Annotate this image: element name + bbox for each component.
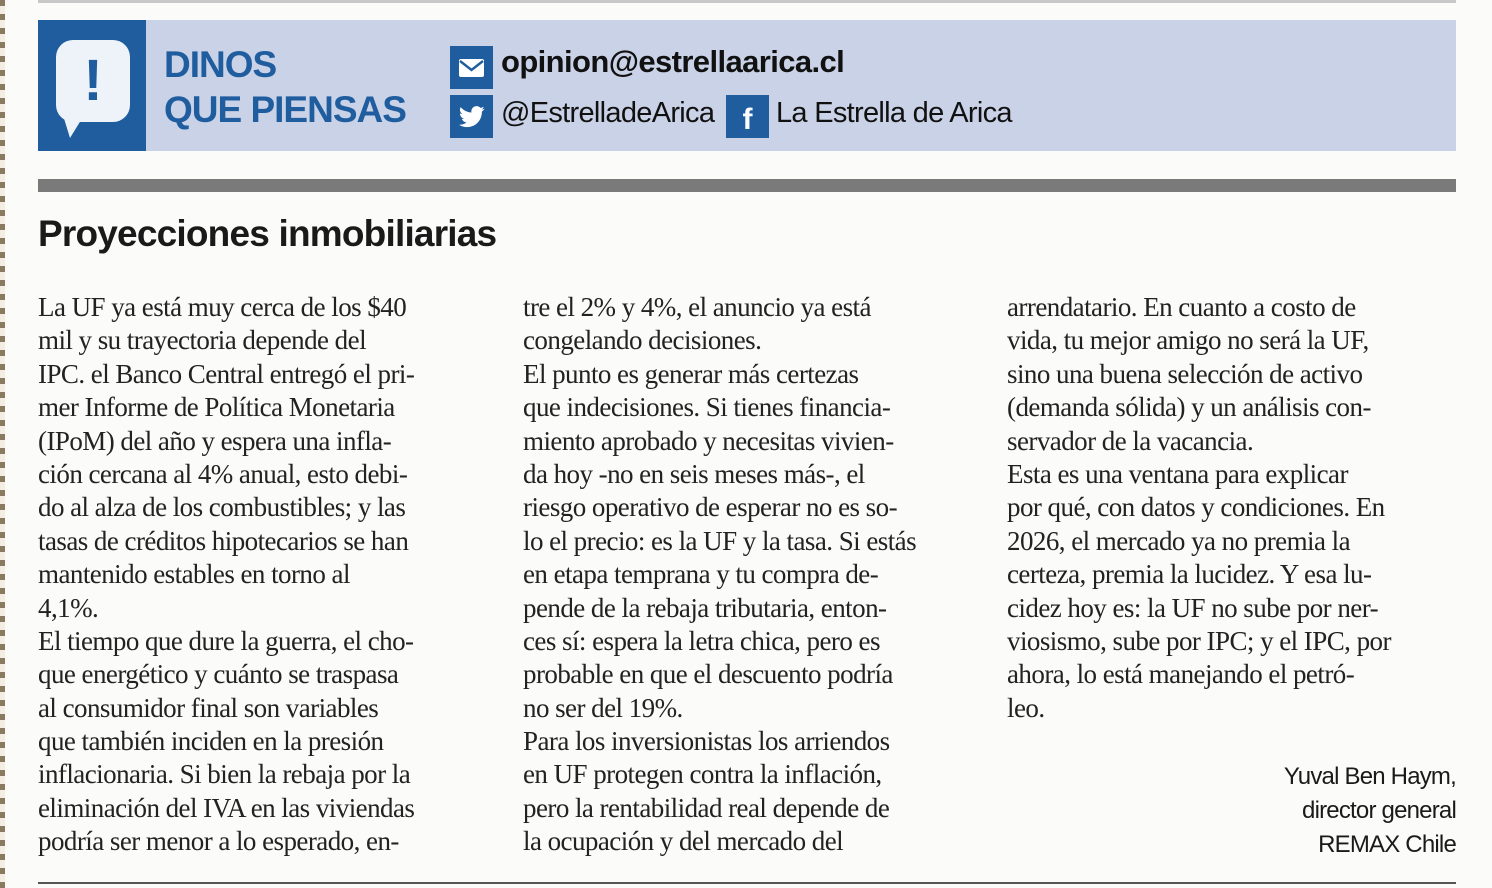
text-line: eliminación del IVA en las viviendas <box>38 792 415 823</box>
text-line: Esta es una ventana para explicar <box>1007 458 1348 489</box>
author-name: Yuval Ben Haym, <box>1283 763 1456 790</box>
text-line: riesgo operativo de esperar no es so- <box>523 492 898 523</box>
bottom-rule <box>38 882 1456 884</box>
text-line: tre el 2% y 4%, el anuncio ya está <box>523 292 871 322</box>
section-divider <box>38 179 1456 192</box>
article-column-2 <box>523 291 983 859</box>
text-line: certeza, premia la lucidez. Y esa lu- <box>1007 559 1372 590</box>
text-line: miento aprobado y necesitas vivien- <box>523 425 894 456</box>
text-line: probable en que el descuento podría <box>523 659 893 690</box>
text-line: vida, tu mejor amigo no será la UF, <box>1007 325 1369 356</box>
facebook-page-link[interactable]: La Estrella de Arica <box>776 97 1012 129</box>
text-line: El tiempo que dure la guerra, el cho- <box>38 625 414 656</box>
text-line: (IPoM) del año y espera una infla- <box>38 425 392 456</box>
text-line: cidez hoy es: la UF no sube por ner- <box>1007 592 1379 623</box>
facebook-icon: f <box>726 95 769 138</box>
text-line: viosismo, sube por IPC; y el IPC, por <box>1007 625 1391 656</box>
banner-title-line2: QUE PIENSAS <box>164 89 406 130</box>
text-line: en UF protegen contra la inflación, <box>523 759 882 790</box>
text-line: IPC. el Banco Central entregó el pri- <box>38 358 415 389</box>
text-line: mer Informe de Política Monetaria <box>38 392 395 423</box>
text-line: ahora, lo está manejando el petró- <box>1007 659 1355 690</box>
text-line: en etapa temprana y tu compra de- <box>523 559 879 590</box>
twitter-icon <box>450 95 493 138</box>
text-line: (demanda sólida) y un análisis con- <box>1007 392 1371 423</box>
text-line: mantenido estables en torno al <box>38 559 350 590</box>
article-column-1 <box>38 291 498 859</box>
text-line: mil y su trayectoria depende del <box>38 325 367 356</box>
page-edge <box>0 0 5 888</box>
text-line: podría ser menor a lo esperado, en- <box>38 826 399 857</box>
author-role: director general <box>1302 797 1456 824</box>
top-rule <box>38 0 1456 3</box>
opinion-banner <box>38 20 1456 151</box>
text-line: pero la rentabilidad real depende de <box>523 792 890 823</box>
text-line: pende de la rebaja tributaria, enton- <box>523 592 887 623</box>
email-icon <box>450 46 493 89</box>
text-line: 2026, el mercado ya no premia la <box>1007 525 1351 556</box>
text-line: al consumidor final son variables <box>38 692 379 723</box>
banner-title-line1: DINOS <box>164 44 277 85</box>
banner-icon-box <box>38 20 146 151</box>
text-line: La UF ya está muy cerca de los $40 <box>38 292 407 322</box>
text-line: El punto es generar más certezas <box>523 358 859 389</box>
twitter-handle-link[interactable]: @EstrelladeArica <box>501 97 715 129</box>
text-line: Para los inversionistas los arriendos <box>523 726 890 757</box>
text-line: congelando decisiones. <box>523 325 762 356</box>
text-line: lo el precio: es la UF y la tasa. Si estás <box>523 525 917 556</box>
text-line: ces sí: espera la letra chica, pero es <box>523 625 880 656</box>
text-line: inflacionaria. Si bien la rebaja por la <box>38 759 411 790</box>
exclamation-mark-icon: ! <box>83 48 103 113</box>
text-line: arrendatario. En cuanto a costo de <box>1007 292 1356 322</box>
text-line: tasas de créditos hipotecarios se han <box>38 525 409 556</box>
text-line: 4,1%. <box>38 592 99 623</box>
text-line: do al alza de los combustibles; y las <box>38 492 406 523</box>
text-line: que energético y cuánto se traspasa <box>38 659 399 690</box>
text-line: sino una buena selección de activo <box>1007 358 1363 389</box>
exclamation-bubble-icon <box>56 40 130 122</box>
text-line: por qué, con datos y condiciones. En <box>1007 492 1385 523</box>
text-line: que indecisiones. Si tienes financia- <box>523 392 891 423</box>
article-headline: Proyecciones inmobiliarias <box>38 213 497 254</box>
text-line: ción cercana al 4% anual, esto debi- <box>38 458 408 489</box>
bubble-tail-icon <box>62 112 86 138</box>
banner-title <box>164 42 406 132</box>
text-line: que también inciden en la presión <box>38 726 384 757</box>
text-line: servador de la vacancia. <box>1007 425 1254 456</box>
text-line: da hoy -no en seis meses más-, el <box>523 458 865 489</box>
article-column-3 <box>1007 291 1467 725</box>
text-line: no ser del 19%. <box>523 692 683 723</box>
author-signature <box>1284 760 1456 862</box>
text-line: leo. <box>1007 692 1045 723</box>
author-company: REMAX Chile <box>1318 831 1456 858</box>
text-line: la ocupación y del mercado del <box>523 826 844 857</box>
email-link[interactable]: opinion@estrellaarica.cl <box>501 44 845 79</box>
